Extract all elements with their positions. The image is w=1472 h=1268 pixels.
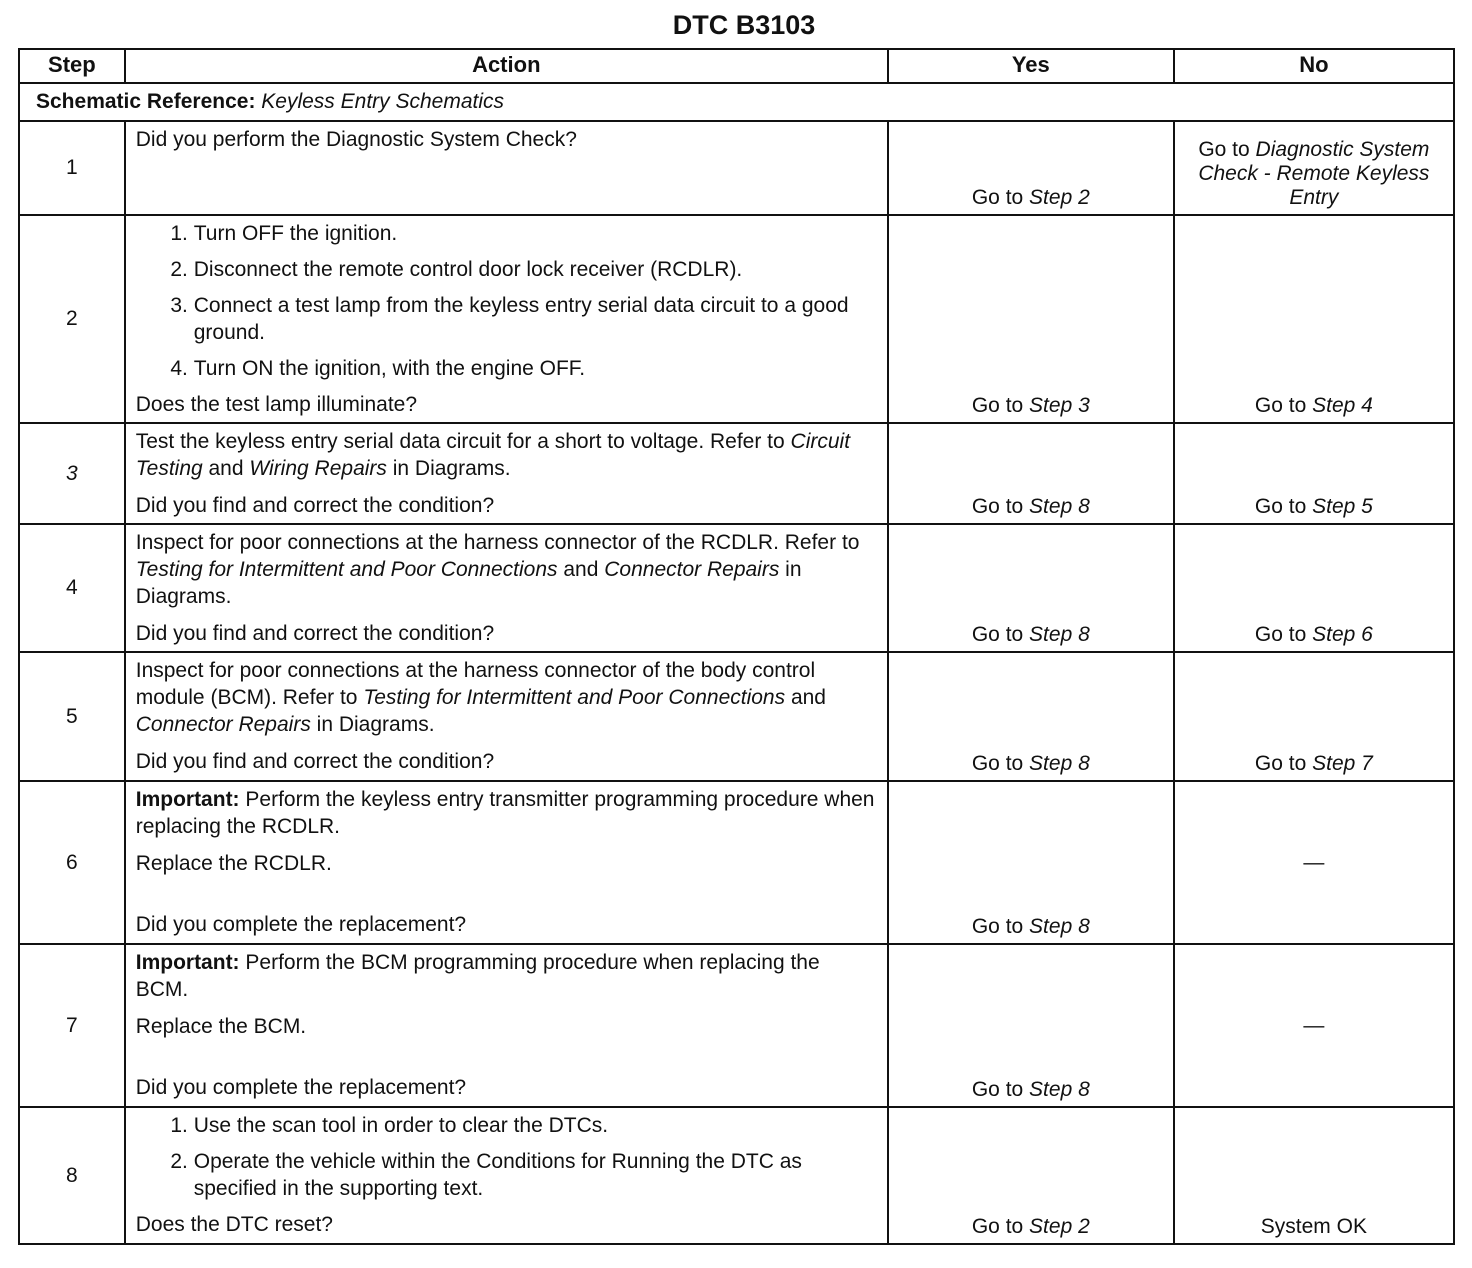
text-segment: Replace the BCM. (135, 1015, 307, 1038)
action-step: 2. Disconnect the remote control door lock receiver (RCDLR). (194, 256, 877, 283)
header-no: No (1174, 49, 1454, 83)
table-row (19, 781, 1454, 944)
action-cell (125, 781, 888, 944)
reference-text: Circuit Testing (135, 430, 851, 480)
action-paragraph (136, 428, 877, 482)
reference-text: Step 2 (1029, 186, 1090, 209)
reference-text: Diagnostic System Check - Remote Keyless Entry (1198, 138, 1430, 209)
yes-cell (888, 524, 1174, 652)
action-step: 1. Turn OFF the ignition. (194, 220, 877, 247)
text-segment: Did you find and correct the condition? (135, 494, 495, 517)
text-segment: — (1303, 850, 1325, 874)
text-segment: Go to (1198, 138, 1256, 161)
document-title: DTC B3103 (672, 10, 816, 40)
header-step: Step (19, 49, 125, 83)
yes-cell (888, 1107, 1174, 1244)
action-paragraph (136, 949, 877, 1003)
text-segment: in Diagrams. (135, 558, 802, 608)
step-number: 1 (19, 121, 125, 215)
step-number: 3 (19, 423, 125, 524)
text-segment: Test the keyless entry serial data circuit for a short to voltage. Refer to (135, 430, 791, 453)
reference-text: Step 6 (1312, 623, 1373, 646)
text-segment: Did you complete the replacement? (135, 913, 467, 936)
table-row (19, 1107, 1454, 1244)
no-cell (1174, 524, 1454, 652)
reference-text: Step 7 (1312, 752, 1373, 775)
text-segment: Did you find and correct the condition? (135, 750, 495, 773)
reference-text: Testing for Intermittent and Poor Connections (135, 558, 558, 581)
reference-text: Step 8 (1029, 1078, 1090, 1101)
text-segment: Did you perform the Diagnostic System Check? (135, 128, 577, 151)
header-yes: Yes (888, 49, 1174, 83)
text-segment: Perform the BCM programming procedure when replacing the BCM. (135, 951, 820, 1001)
reference-text: Step 5 (1312, 495, 1373, 518)
no-cell (1174, 944, 1454, 1107)
reference-text: Step 8 (1029, 752, 1090, 775)
text-segment: Does the test lamp illuminate? (135, 393, 418, 416)
no-cell (1174, 423, 1454, 524)
text-segment: Does the DTC reset? (135, 1213, 333, 1236)
no-cell (1174, 652, 1454, 781)
action-cell (125, 423, 888, 524)
reference-text: Step 4 (1312, 394, 1373, 417)
yes-cell (888, 423, 1174, 524)
reference-text: Connector Repairs (135, 713, 311, 736)
schematic-label: Schematic Reference: (36, 90, 256, 113)
reference-text: Wiring Repairs (249, 457, 387, 480)
text-segment: Inspect for poor connections at the harness connector of the RCDLR. Refer to (135, 531, 860, 554)
reference-text: Step 8 (1029, 915, 1090, 938)
action-paragraph (136, 620, 877, 647)
action-cell (125, 215, 888, 423)
reference-text: Connector Repairs (604, 558, 780, 581)
text-segment: and (785, 686, 826, 709)
schematic-reference-row (19, 83, 1454, 121)
action-paragraph (136, 1013, 877, 1040)
text-segment: Go to (1254, 623, 1313, 646)
text-segment: Did you find and correct the condition? (135, 622, 495, 645)
text-segment: in Diagrams. (310, 713, 435, 736)
step-number: 7 (19, 944, 125, 1107)
action-step: 3. Connect a test lamp from the keyless entry serial data circuit to a good ground. (194, 292, 877, 346)
yes-cell (888, 652, 1174, 781)
action-cell (125, 1107, 888, 1244)
action-paragraph (136, 126, 877, 153)
yes-cell (888, 215, 1174, 423)
action-paragraph (136, 911, 877, 938)
action-paragraph (136, 1074, 877, 1101)
action-cell (125, 944, 888, 1107)
text-segment: Go to (971, 623, 1030, 646)
reference-text: Step 2 (1029, 1215, 1090, 1238)
action-cell (125, 121, 888, 215)
text-segment: Did you complete the replacement? (135, 1076, 467, 1099)
table-row (19, 121, 1454, 215)
text-segment: Important: (135, 951, 240, 974)
table-row (19, 215, 1454, 423)
text-segment: Go to (971, 186, 1030, 209)
action-paragraph (136, 492, 877, 519)
table-row (19, 524, 1454, 652)
action-step: 4. Turn ON the ignition, with the engine OFF. (194, 355, 877, 382)
table-row (19, 423, 1454, 524)
text-segment: Replace the RCDLR. (135, 852, 332, 875)
action-paragraph (136, 1211, 877, 1238)
schematic-link[interactable]: Keyless Entry Schematics (261, 90, 505, 113)
text-segment: Go to (971, 1078, 1030, 1101)
no-cell (1174, 121, 1454, 215)
text-segment: Go to (1254, 495, 1313, 518)
text-segment: and (557, 558, 605, 581)
reference-text: Step 8 (1029, 623, 1090, 646)
action-paragraph (136, 657, 877, 738)
diagnostic-table (18, 48, 1455, 1245)
step-number: 8 (19, 1107, 125, 1244)
no-cell (1174, 1107, 1454, 1244)
yes-cell (888, 781, 1174, 944)
reference-text: Step 3 (1029, 394, 1090, 417)
text-segment: Go to (1254, 394, 1313, 417)
step-number: 4 (19, 524, 125, 652)
action-paragraph (136, 391, 877, 418)
text-segment: Go to (971, 394, 1030, 417)
yes-cell (888, 944, 1174, 1107)
action-steps-list (136, 220, 877, 382)
header-action: Action (125, 49, 888, 83)
action-paragraph (136, 529, 877, 610)
no-cell (1174, 215, 1454, 423)
text-segment: System OK (1260, 1215, 1367, 1238)
action-step: 2. Operate the vehicle within the Conditions for Running the DTC as specified in the supporting text. (194, 1148, 877, 1202)
text-segment: in Diagrams. (386, 457, 511, 480)
action-cell (125, 652, 888, 781)
text-segment: Go to (1254, 752, 1313, 775)
text-segment: — (1303, 1013, 1325, 1037)
action-steps-list (136, 1112, 877, 1202)
text-segment: Go to (971, 495, 1030, 518)
action-paragraph (136, 786, 877, 840)
action-paragraph (136, 748, 877, 775)
action-paragraph (136, 850, 877, 877)
text-segment: Go to (971, 1215, 1030, 1238)
action-step: 1. Use the scan tool in order to clear the DTCs. (194, 1112, 877, 1139)
header-row (19, 49, 1454, 83)
yes-cell (888, 121, 1174, 215)
text-segment: Go to (971, 752, 1030, 775)
reference-text: Testing for Intermittent and Poor Connections (363, 686, 786, 709)
reference-text: Step 8 (1029, 495, 1090, 518)
no-cell (1174, 781, 1454, 944)
text-segment: Important: (135, 788, 240, 811)
text-segment: Inspect for poor connections at the harness connector of the body control module (BCM). Refer to (135, 659, 816, 709)
text-segment: Go to (971, 915, 1030, 938)
text-segment: Perform the keyless entry transmitter programming procedure when replacing the RCDLR. (135, 788, 875, 838)
table-row (19, 944, 1454, 1107)
action-cell (125, 524, 888, 652)
step-number: 2 (19, 215, 125, 423)
text-segment: and (202, 457, 250, 480)
step-number: 6 (19, 781, 125, 944)
step-number: 5 (19, 652, 125, 781)
table-row (19, 652, 1454, 781)
